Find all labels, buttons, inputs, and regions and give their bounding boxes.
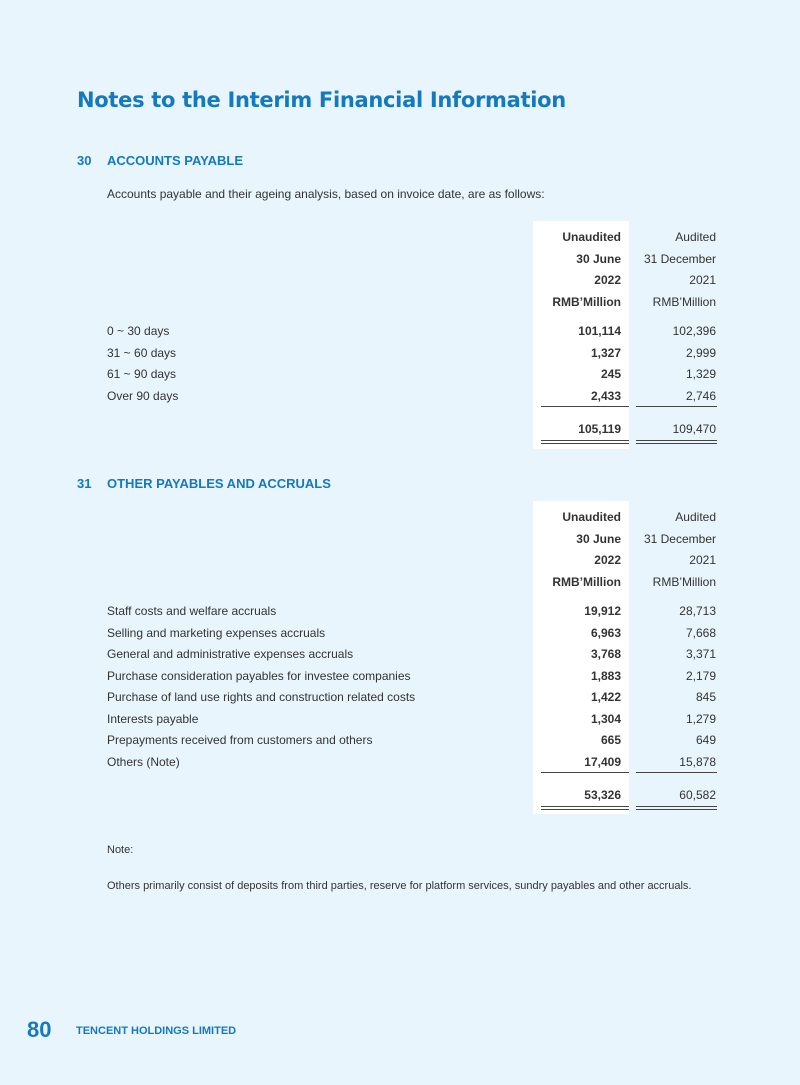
- value-2021: 2,999: [685, 345, 716, 360]
- row-label: Purchase consideration payables for investee companies: [107, 668, 411, 683]
- note-heading: Note:: [107, 844, 134, 856]
- note-text: Others primarily consist of deposits from third parties, reserve for platform services, sundry payables and other accruals.: [107, 880, 692, 892]
- value-2021: 102,396: [672, 324, 716, 338]
- header-2021: Audited: [675, 510, 716, 524]
- total-double-rule-2022: [541, 806, 629, 810]
- company-name: TENCENT HOLDINGS LIMITED: [76, 1025, 237, 1037]
- value-2021: 1,329: [685, 367, 716, 381]
- header-2021: RMB’Million: [652, 294, 716, 309]
- header-2021: 31 December: [643, 251, 716, 266]
- header-2021: 2021: [689, 273, 716, 287]
- value-2022: 2,433: [590, 388, 621, 403]
- total-double-rule-2021: [636, 806, 717, 810]
- table-row: [0, 321, 800, 342]
- value-2021: 2,746: [685, 388, 716, 403]
- value-2022: 17,409: [584, 754, 621, 769]
- value-2021: 2,179: [685, 668, 716, 683]
- table-header-row: [0, 550, 800, 571]
- value-2022: 1,883: [590, 668, 621, 683]
- value-2022: 101,114: [578, 324, 621, 338]
- row-label: General and administrative expenses accruals: [107, 647, 354, 661]
- table-header-row: [0, 572, 800, 593]
- header-2021: 2021: [689, 553, 716, 567]
- subtotal-rule-2022: [541, 406, 629, 407]
- table-row: [0, 623, 800, 644]
- header-2022: Unaudited: [562, 510, 621, 524]
- table-row: [0, 601, 800, 622]
- header-2022: 2022: [594, 553, 621, 567]
- value-2021: 3,371: [685, 647, 716, 661]
- value-2021: 28,713: [679, 604, 716, 618]
- table-row: [0, 386, 800, 407]
- value-2021: 7,668: [685, 625, 716, 640]
- total-2021: 60,582: [679, 788, 716, 802]
- row-label: 0 ~ 30 days: [107, 324, 170, 338]
- header-2021: RMB’Million: [652, 574, 716, 589]
- table-row: [0, 644, 800, 665]
- header-2022: 2022: [594, 273, 621, 287]
- table-header-row: [0, 249, 800, 270]
- page-title: Notes to the Interim Financial Information: [77, 88, 566, 112]
- table-row: [0, 666, 800, 687]
- row-label: Selling and marketing expenses accruals: [107, 625, 326, 640]
- header-2021: Audited: [675, 230, 716, 244]
- section-30-title: ACCOUNTS PAYABLE: [107, 153, 244, 168]
- table-row: [0, 709, 800, 730]
- section-31-number: 31: [77, 476, 92, 491]
- value-2022: 1,422: [590, 690, 621, 704]
- value-2021: 1,279: [685, 711, 716, 726]
- table-row: [0, 364, 800, 385]
- total-2022: 53,326: [584, 788, 621, 802]
- value-2022: 19,912: [584, 604, 621, 618]
- value-2022: 1,327: [590, 345, 621, 360]
- value-2021: 649: [695, 733, 716, 747]
- value-2022: 1,304: [590, 711, 621, 726]
- header-2022: RMB’Million: [552, 574, 621, 589]
- subtotal-rule-2021: [636, 772, 717, 773]
- value-2022: 6,963: [590, 625, 621, 640]
- section-30-intro: Accounts payable and their ageing analysis, based on invoice date, are as follows:: [107, 187, 545, 201]
- section-31-title: OTHER PAYABLES AND ACCRUALS: [107, 476, 331, 491]
- row-label: 61 ~ 90 days: [107, 367, 177, 381]
- header-2022: 30 June: [576, 251, 621, 266]
- table-row: [0, 752, 800, 773]
- table-row: [0, 687, 800, 708]
- value-2022: 3,768: [590, 647, 621, 661]
- table-row: [0, 730, 800, 751]
- header-2022: Unaudited: [562, 230, 621, 244]
- row-label: Prepayments received from customers and others: [107, 733, 373, 747]
- table-header-row: [0, 227, 800, 248]
- table-header-row: [0, 270, 800, 291]
- header-2022: RMB’Million: [552, 294, 621, 309]
- table-row: [0, 343, 800, 364]
- header-2022: 30 June: [576, 531, 621, 546]
- subtotal-rule-2022: [541, 772, 629, 773]
- row-label: Over 90 days: [107, 388, 179, 403]
- table-header-row: [0, 507, 800, 528]
- subtotal-rule-2021: [636, 406, 717, 407]
- table-header-row: [0, 292, 800, 313]
- total-2022: 105,119: [578, 422, 621, 436]
- total-row: [0, 785, 800, 806]
- value-2021: 845: [695, 690, 716, 704]
- header-2021: 31 December: [643, 531, 716, 546]
- page-number: 80: [27, 1017, 52, 1042]
- section-30-number: 30: [77, 153, 92, 168]
- value-2022: 245: [600, 367, 621, 381]
- value-2022: 665: [600, 733, 621, 747]
- row-label: 31 ~ 60 days: [107, 345, 177, 360]
- total-double-rule-2021: [636, 440, 717, 444]
- row-label: Staff costs and welfare accruals: [107, 604, 277, 618]
- row-label: Purchase of land use rights and construction related costs: [107, 690, 416, 704]
- table-header-row: [0, 529, 800, 550]
- value-2021: 15,878: [679, 754, 716, 769]
- total-row: [0, 419, 800, 440]
- row-label: Others (Note): [107, 754, 180, 769]
- total-double-rule-2022: [541, 440, 629, 444]
- total-2021: 109,470: [672, 422, 716, 436]
- row-label: Interests payable: [107, 711, 199, 726]
